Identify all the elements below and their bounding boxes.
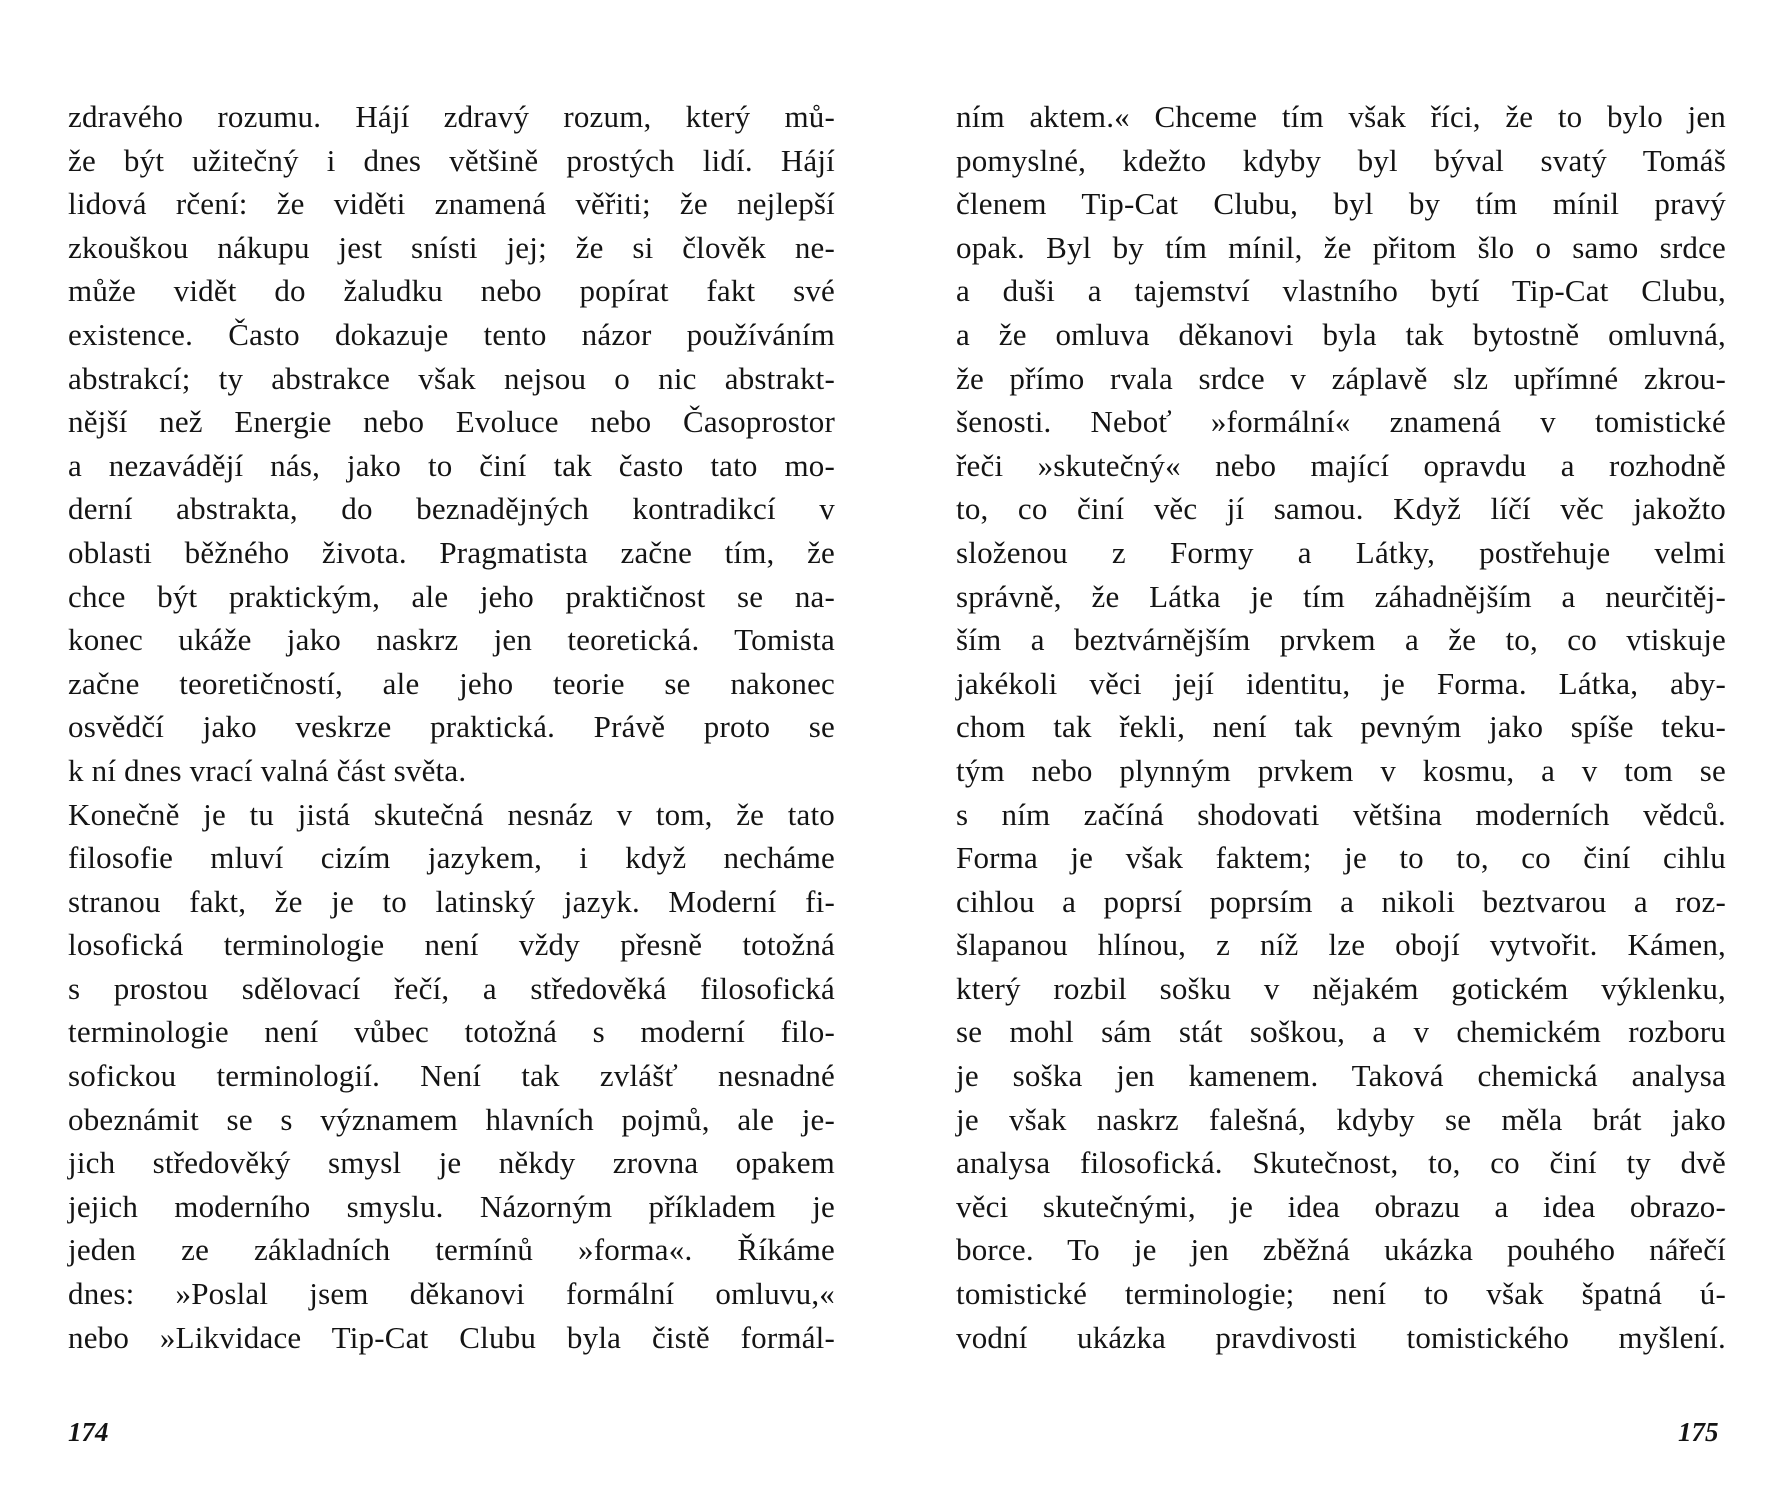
text-line: může vidět do žaludku nebo popírat fakt své bbox=[68, 273, 835, 309]
text-line: lidová rčení: že viděti znamená věřiti; že nejlepší bbox=[68, 186, 835, 222]
text-line: Forma je však faktem; je to to, co činí cihlu bbox=[956, 840, 1726, 876]
text-line: a nezavádějí nás, jako to činí tak často tato mo- bbox=[68, 447, 835, 483]
text-line: a duši a tajemství vlastního bytí Tip-Cat Clubu, bbox=[956, 273, 1726, 309]
text-line: filosofie mluví cizím jazykem, i když necháme bbox=[68, 840, 835, 876]
text-line: členem Tip-Cat Clubu, byl by tím mínil pravý bbox=[956, 186, 1726, 222]
text-line: sofickou terminologií. Není tak zvlášť nesnadné bbox=[68, 1058, 835, 1094]
text-line: terminologie není vůbec totožná s moderní filo- bbox=[68, 1014, 835, 1050]
text-line: k ní dnes vrací valná část světa. bbox=[68, 752, 467, 788]
page-number-right: 175 bbox=[1678, 1417, 1719, 1447]
text-line: že být užitečný i dnes většině prostých lidí. Hájí bbox=[68, 142, 835, 178]
text-line: jeden ze základních termínů »forma«. Říkáme bbox=[68, 1232, 835, 1268]
text-line: s prostou sdělovací řečí, a středověká filosofická bbox=[68, 970, 835, 1006]
text-line: dnes: »Poslal jsem děkanovi formální omluvu,« bbox=[68, 1276, 835, 1312]
page-number-left: 174 bbox=[68, 1417, 109, 1447]
text-line: jejich moderního smyslu. Názorným příkladem je bbox=[68, 1188, 835, 1224]
text-line: který rozbil sošku v nějakém gotickém výklenku, bbox=[956, 970, 1726, 1006]
text-line: pomyslné, kdežto kdyby byl býval svatý Tomáš bbox=[956, 142, 1726, 178]
text-line: analysa filosofická. Skutečnost, to, co činí ty dvě bbox=[956, 1145, 1726, 1181]
right-page bbox=[893, 0, 1726, 1500]
left-page bbox=[0, 0, 835, 1500]
text-line: věci skutečnými, je idea obrazu a idea obrazo- bbox=[956, 1188, 1726, 1224]
text-line: šenosti. Neboť »formální« znamená v tomistické bbox=[956, 404, 1726, 440]
text-line: složenou z Formy a Látky, postřehuje velmi bbox=[956, 534, 1726, 570]
text-line: ším a beztvárnějším prvkem a že to, co vtiskuje bbox=[956, 622, 1726, 658]
text-line: losofická terminologie není vždy přesně totožná bbox=[68, 927, 835, 963]
text-line: začne teoretičností, ale jeho teorie se nakonec bbox=[68, 665, 835, 701]
text-line: osvědčí jako veskrze praktická. Právě proto se bbox=[68, 709, 835, 745]
text-line: to, co činí věc jí samou. Když líčí věc jakožto bbox=[956, 491, 1726, 527]
text-line: správně, že Látka je tím záhadnějším a neurčitěj- bbox=[956, 578, 1726, 614]
text-line: nější než Energie nebo Evoluce nebo Časoprostor bbox=[68, 404, 835, 440]
text-line: je však naskrz falešná, kdyby se měla brát jako bbox=[956, 1101, 1726, 1137]
text-line: abstrakcí; ty abstrakce však nejsou o nic abstrakt- bbox=[68, 360, 835, 396]
text-line: stranou fakt, že je to latinský jazyk. Moderní fi- bbox=[68, 883, 835, 919]
text-line: konec ukáže jako naskrz jen teoretická. Tomista bbox=[68, 622, 835, 658]
text-line: je soška jen kamenem. Taková chemická analysa bbox=[956, 1058, 1726, 1094]
text-line: šlapanou hlínou, z níž lze obojí vytvořit. Kámen, bbox=[956, 927, 1726, 963]
text-line: řeči »skutečný« nebo mající opravdu a rozhodně bbox=[956, 447, 1726, 483]
text-line: opak. Byl by tím mínil, že přitom šlo o samo srdce bbox=[956, 229, 1726, 265]
text-line: derní abstrakta, do beznadějných kontradikcí v bbox=[68, 491, 835, 527]
text-line: chce být praktickým, ale jeho praktičnost se na- bbox=[68, 578, 835, 614]
text-line: a že omluva děkanovi byla tak bytostně omluvná, bbox=[956, 316, 1726, 352]
text-line: se mohl sám stát soškou, a v chemickém rozboru bbox=[956, 1014, 1726, 1050]
text-line: oblasti běžného života. Pragmatista začne tím, že bbox=[68, 534, 835, 570]
text-line: Konečně je tu jistá skutečná nesnáz v tom, že tato bbox=[68, 796, 835, 832]
text-line: s ním začíná shodovati většina moderních vědců. bbox=[956, 796, 1726, 832]
text-line: tým nebo plynným prvkem v kosmu, a v tom se bbox=[956, 752, 1726, 788]
text-line: zdravého rozumu. Hájí zdravý rozum, který mů- bbox=[68, 99, 835, 134]
right-page-text bbox=[956, 95, 1726, 1359]
text-line: tomistické terminologie; není to však špatná ú- bbox=[956, 1276, 1726, 1312]
text-line: borce. To je jen zběžná ukázka pouhého nářečí bbox=[956, 1232, 1726, 1268]
text-line: jakékoli věci její identitu, je Forma. Látka, aby- bbox=[956, 665, 1726, 701]
text-line: nebo »Likvidace Tip-Cat Clubu byla čistě formál- bbox=[68, 1319, 835, 1355]
text-line: jich středověký smysl je někdy zrovna opakem bbox=[68, 1145, 835, 1181]
text-line: existence. Často dokazuje tento názor používáním bbox=[68, 316, 835, 352]
text-line: ním aktem.« Chceme tím však říci, že to bylo jen bbox=[956, 99, 1726, 134]
text-line: obeznámit se s významem hlavních pojmů, ale je- bbox=[68, 1101, 835, 1137]
text-line: zkouškou nákupu jest snísti jej; že si člověk ne- bbox=[68, 229, 835, 265]
left-page-text bbox=[68, 95, 835, 1359]
text-line: že přímo rvala srdce v záplavě slz upřímné zkrou- bbox=[956, 360, 1726, 396]
text-line: vodní ukázka pravdivosti tomistického myšlení. bbox=[956, 1319, 1726, 1355]
text-line: chom tak řekli, není tak pevným jako spíše teku- bbox=[956, 709, 1726, 745]
text-line: cihlou a poprsí poprsím a nikoli beztvarou a roz- bbox=[956, 883, 1726, 919]
